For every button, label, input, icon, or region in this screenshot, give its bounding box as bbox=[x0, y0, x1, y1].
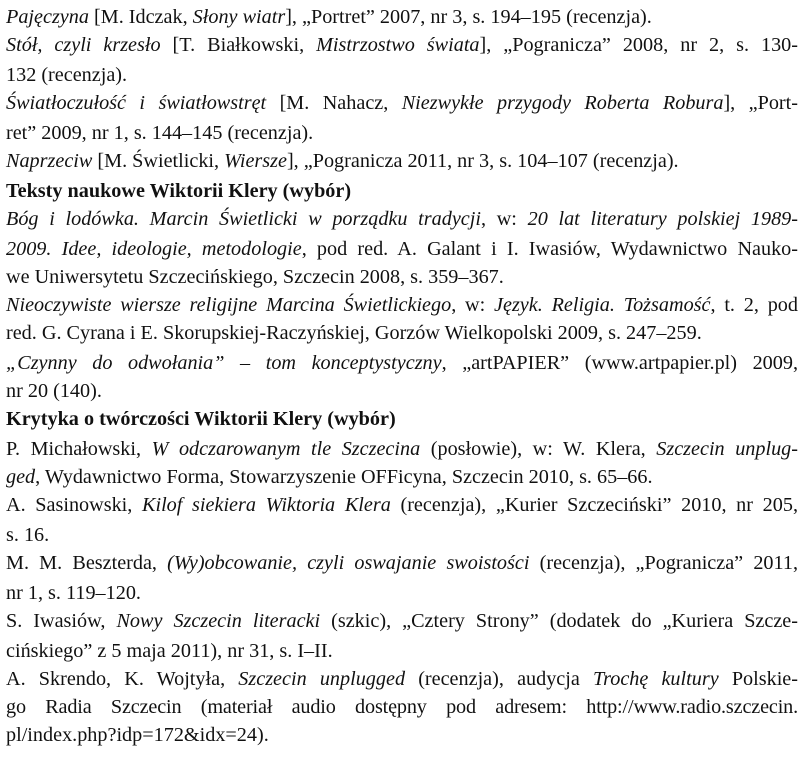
text-segment: (recenzja), „Pogranicza” 2011, bbox=[529, 552, 798, 574]
italic-title: Nieoczywiste wiersze religijne Marcina Świetlickiego bbox=[6, 294, 452, 316]
bibliography-line bbox=[6, 578, 798, 608]
italic-title: „Czynny do odwołania” – tom konceptystyczny bbox=[6, 352, 442, 374]
text-segment: , w: bbox=[451, 294, 495, 316]
bibliography-line bbox=[6, 664, 798, 694]
italic-title: Naprzeciw bbox=[6, 150, 93, 172]
text-segment: , Wydawnictwo Forma, Stowarzyszenie OFFicyna, Szczecin 2010, s. 65–66. bbox=[35, 466, 653, 488]
text-segment: Krytyka o twórczości Wiktorii Klery (wybór) bbox=[6, 408, 396, 430]
italic-title: Stół, czyli krzesło bbox=[6, 34, 161, 56]
italic-title: Pajęczyna bbox=[6, 6, 89, 28]
text-segment: ], „Pogranicza” 2008, nr 2, s. 130- bbox=[479, 34, 798, 56]
text-segment: (recenzja), audycja bbox=[405, 668, 593, 690]
italic-title: Niezwykłe przygody Roberta Robura bbox=[401, 92, 724, 114]
text-segment: we Uniwersytetu Szczecińskiego, Szczecin 2008, s. 359–367. bbox=[6, 266, 504, 288]
bibliography-line bbox=[6, 376, 798, 406]
text-segment: ], „Port- bbox=[723, 92, 798, 114]
bibliography-line bbox=[6, 606, 798, 636]
bibliography-line bbox=[6, 88, 798, 118]
text-segment: S. Iwasiów, bbox=[6, 610, 117, 632]
bibliography-line bbox=[6, 692, 798, 722]
text-segment: ], „Pogranicza 2011, nr 3, s. 104–107 (recenzja). bbox=[286, 150, 679, 172]
text-segment: s. 16. bbox=[6, 524, 50, 546]
italic-title: Język. Religia. Tożsamość bbox=[494, 294, 711, 316]
bibliography-line bbox=[6, 204, 798, 234]
text-segment: ret” 2009, nr 1, s. 144–145 (recenzja). bbox=[6, 122, 314, 144]
text-segment: [M. Idczak, bbox=[88, 6, 193, 28]
bibliography-line bbox=[6, 548, 798, 578]
text-segment: red. G. Cyrana i E. Skorupskiej-Raczyńskiej, Gorzów Wielkopolski 2009, s. 247–259. bbox=[6, 322, 702, 344]
italic-title: Szczecin unplug- bbox=[656, 438, 798, 460]
text-segment: , w: bbox=[480, 208, 528, 230]
italic-title: Słony wiatr bbox=[192, 6, 286, 28]
bibliography-line bbox=[6, 290, 798, 320]
section-heading bbox=[6, 404, 798, 434]
bibliography-line bbox=[6, 60, 798, 90]
italic-title: 2009. Idee, ideologie, metodologie bbox=[6, 238, 302, 260]
bibliography-line bbox=[6, 348, 798, 378]
text-segment: nr 20 (140). bbox=[6, 380, 102, 402]
text-segment: A. Skrendo, K. Wojtyła, bbox=[6, 668, 239, 690]
italic-title: Szczecin unplugged bbox=[238, 668, 406, 690]
section-heading bbox=[6, 176, 798, 206]
text-segment: (posłowie), w: W. Klera, bbox=[420, 438, 657, 460]
text-segment: P. Michałowski, bbox=[6, 438, 152, 460]
italic-title: Wiersze bbox=[224, 150, 287, 172]
bibliography-line bbox=[6, 520, 798, 550]
text-segment: nr 1, s. 119–120. bbox=[6, 582, 141, 604]
text-segment: ], „Portret” 2007, nr 3, s. 194–195 (recenzja). bbox=[285, 6, 652, 28]
bibliography-line bbox=[6, 462, 798, 492]
text-segment: Polskie- bbox=[718, 668, 798, 690]
text-segment: Teksty naukowe Wiktorii Klery (wybór) bbox=[6, 180, 352, 202]
italic-title: Nowy Szczecin literacki bbox=[116, 610, 321, 632]
italic-title: Światłoczułość i światłowstręt bbox=[6, 92, 267, 114]
text-segment: A. Sasinowski, bbox=[6, 494, 142, 516]
bibliography-line bbox=[6, 720, 798, 750]
bibliography-line bbox=[6, 2, 798, 32]
italic-title: 20 lat literatury polskiej 1989- bbox=[527, 208, 798, 230]
text-segment: 132 (recenzja). bbox=[6, 64, 128, 86]
text-segment: [M. Świetlicki, bbox=[92, 150, 225, 172]
bibliography-line bbox=[6, 146, 798, 176]
bibliography-line bbox=[6, 490, 798, 520]
italic-title: Kilof siekiera Wiktoria Klera bbox=[142, 494, 391, 516]
italic-title: Mistrzostwo świata bbox=[316, 34, 480, 56]
text-segment: go Radia Szczecin (materiał audio dostępny pod adresem: http://www.radio.szczecin. bbox=[6, 696, 798, 718]
text-segment: (recenzja), „Kurier Szczeciński” 2010, nr 205, bbox=[390, 494, 798, 516]
text-segment: , pod red. A. Galant i I. Iwasiów, Wydawnictwo Nauko- bbox=[301, 238, 798, 260]
text-segment: [M. Nahacz, bbox=[266, 92, 402, 114]
bibliography-line bbox=[6, 234, 798, 264]
italic-title: Trochę kultury bbox=[593, 668, 719, 690]
bibliography-line bbox=[6, 30, 798, 60]
text-segment: M. M. Beszterda, bbox=[6, 552, 168, 574]
text-segment: , t. 2, pod bbox=[710, 294, 798, 316]
text-segment: [T. Białkowski, bbox=[160, 34, 317, 56]
text-segment: , „artPAPIER” (www.artpapier.pl) 2009, bbox=[441, 352, 798, 374]
bibliography-line bbox=[6, 636, 798, 666]
bibliography-line bbox=[6, 318, 798, 348]
italic-title: ged bbox=[6, 466, 36, 488]
bibliography-line bbox=[6, 434, 798, 464]
text-segment: (szkic), „Cztery Strony” (dodatek do „Kuriera Szcze- bbox=[320, 610, 798, 632]
italic-title: W odczarowanym tle Szczecina bbox=[151, 438, 421, 460]
text-segment: cińskiego” z 5 maja 2011), nr 31, s. I–II. bbox=[6, 640, 333, 662]
bibliography-line bbox=[6, 262, 798, 292]
italic-title: Bóg i lodówka. Marcin Świetlicki w porządku tradycji bbox=[6, 208, 481, 230]
italic-title: (Wy)obcowanie, czyli oswajanie swoistości bbox=[167, 552, 530, 574]
text-segment: pl/index.php?idp=172&idx=24). bbox=[6, 724, 269, 746]
bibliography-line bbox=[6, 118, 798, 148]
